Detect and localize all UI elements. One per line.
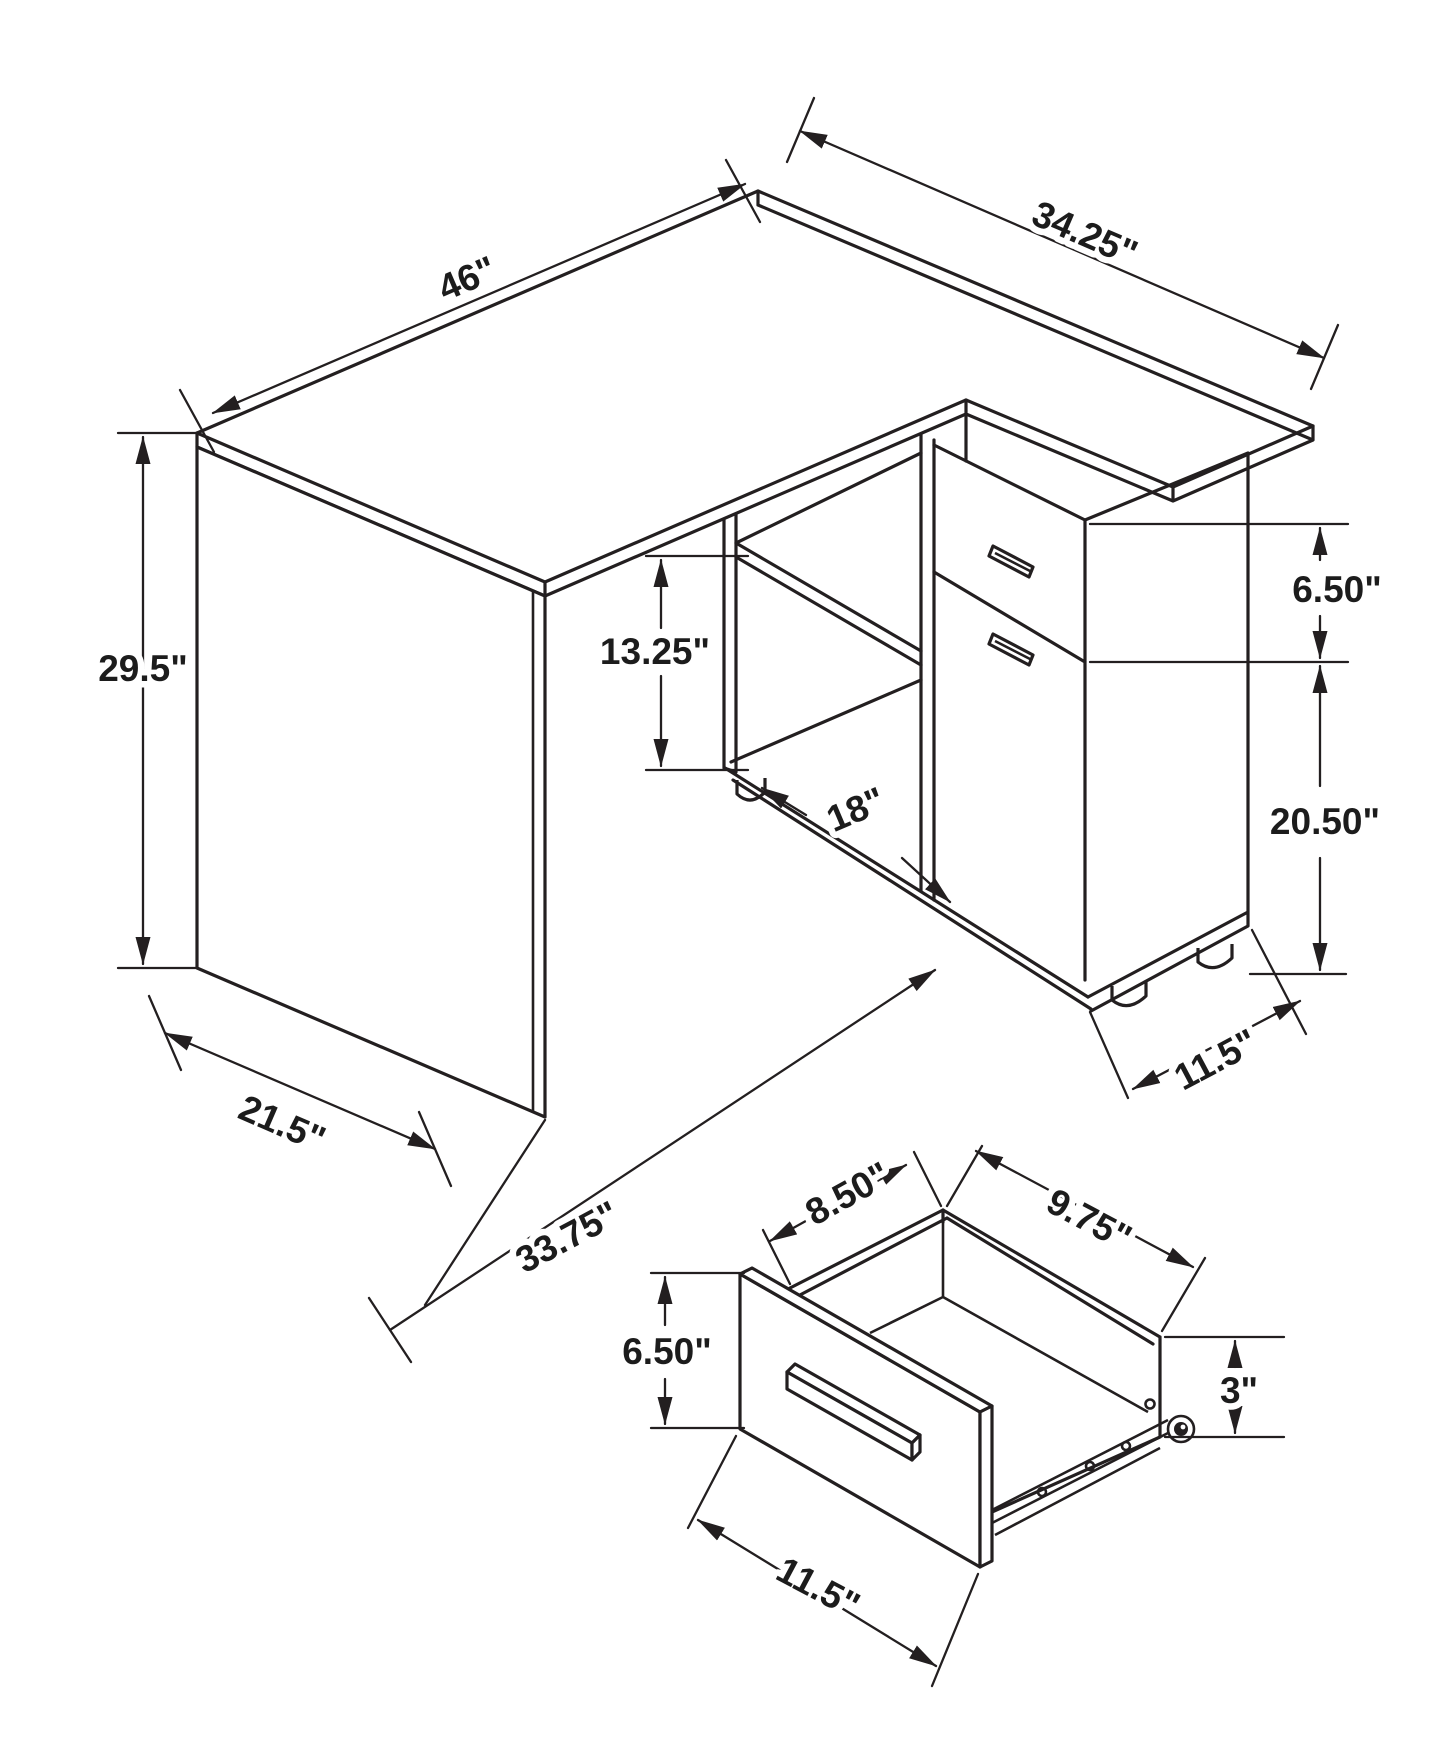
dim-cabinet-depth-label: 11.5" — [1167, 1020, 1265, 1099]
dim-drawer-height-label: 6.50" — [1292, 569, 1382, 610]
dim-drawer-inner-depth-label: 9.75" — [1040, 1180, 1139, 1259]
dim-drawer-inner-width — [763, 1152, 941, 1284]
dim-rail-height — [1165, 1337, 1284, 1437]
dim-return-length-label: 34.25" — [1026, 192, 1144, 275]
dim-door-height-label: 20.50" — [1269, 801, 1381, 842]
dim-drawer-inner-depth — [947, 1146, 1205, 1331]
dim-desk-height-label: 29.5" — [98, 648, 188, 689]
door-handle-icon — [989, 634, 1033, 665]
bottom-shelf — [731, 680, 921, 762]
dim-door-height — [1250, 666, 1380, 974]
drawer-handle-icon — [989, 546, 1033, 577]
drawer-front-panel-right-edge — [980, 1406, 992, 1567]
dim-rail-height-label: 3" — [1219, 1370, 1259, 1411]
dim-base-length-label: 33.75" — [508, 1193, 626, 1281]
dim-drawer-front-height-label: 6.50" — [622, 1331, 712, 1372]
dim-drawer-front-width-label: 11.5" — [769, 1548, 867, 1627]
dim-drawer-height — [1090, 524, 1382, 662]
base-front-band — [725, 768, 1091, 1009]
drawer-diagram — [622, 1146, 1284, 1686]
shelf-partition-edge — [724, 514, 736, 772]
dim-drawer-front-height — [622, 1273, 744, 1428]
dim-desk-top-length-label: 46" — [431, 248, 503, 309]
drawer-slide-rail — [992, 1400, 1194, 1536]
dim-shelf-height — [600, 556, 748, 770]
cabinet-right-face — [1085, 453, 1248, 1011]
dim-desk-height — [98, 433, 196, 968]
cabinet-foot-back — [1198, 944, 1232, 968]
dim-shelf-height-label: 13.25" — [599, 631, 711, 672]
dim-shelf-width-label: 18" — [820, 779, 891, 840]
dim-drawer-inner-width-label: 8.50" — [798, 1153, 897, 1234]
dim-side-depth-label: 21.5" — [232, 1086, 332, 1161]
cabinet-front-face — [934, 414, 1085, 980]
desk-diagram — [98, 98, 1382, 1362]
cabinet-partition-edge — [921, 434, 934, 900]
